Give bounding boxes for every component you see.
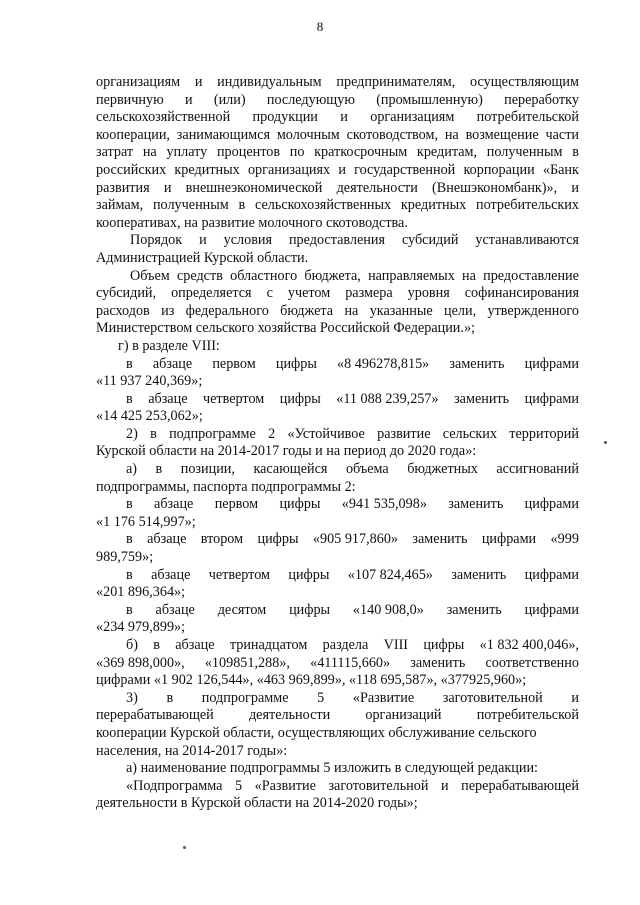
word: федерального <box>185 302 269 319</box>
word: «8 496278,815» <box>337 355 430 372</box>
word: десятом <box>217 601 267 618</box>
word: сельскохозяйственных <box>255 197 392 214</box>
word: подпрограмме <box>169 425 256 442</box>
word: субсидий, <box>96 285 157 302</box>
word: абзаце <box>155 601 195 618</box>
word: б) <box>126 637 138 653</box>
word: российских <box>96 161 167 178</box>
text-line <box>96 356 579 374</box>
line-text: Администрацией Курской области. <box>96 249 309 266</box>
word: в <box>238 197 246 214</box>
text-line <box>96 391 579 409</box>
word: уплату <box>166 144 208 161</box>
word: по <box>289 144 305 161</box>
word: цифрами <box>524 496 579 513</box>
word: цифры <box>289 601 331 618</box>
text-line <box>96 285 579 303</box>
word: 5 <box>234 777 243 794</box>
word: краткосрочным <box>314 144 408 161</box>
word: VIII <box>383 637 409 653</box>
word: корпорации <box>463 161 535 178</box>
line-text: «234 979,899»; <box>96 619 186 636</box>
line-text: «1 176 514,997»; <box>96 513 196 530</box>
word: «Развитие <box>254 777 316 794</box>
line-text: Курской области на 2014-2017 годы и на период до 2020 года»: <box>96 443 477 460</box>
text-line <box>96 549 579 567</box>
word: цифрами <box>481 531 537 548</box>
text-line <box>96 795 579 813</box>
word: Порядок <box>130 232 183 249</box>
text-line <box>96 162 579 180</box>
word: 2 <box>268 425 276 442</box>
word: «Подпрограмма <box>126 777 223 794</box>
text-line <box>96 74 579 92</box>
word: заменить <box>412 531 468 548</box>
word: деятельности <box>336 179 418 196</box>
word: в <box>126 496 133 513</box>
word: организаций <box>365 707 442 724</box>
text-line <box>96 338 579 356</box>
word: 3) <box>126 689 138 706</box>
word: указанные <box>369 302 433 319</box>
word: четвертом <box>208 566 271 583</box>
text-line <box>96 655 579 673</box>
word: в <box>126 566 133 583</box>
word: части <box>545 126 579 143</box>
word: и <box>163 179 172 196</box>
text-line <box>96 619 579 637</box>
text-line <box>96 127 579 145</box>
word: полученным <box>486 144 563 161</box>
word: заготовительной <box>442 689 543 706</box>
word: (или) <box>213 91 246 108</box>
word: софинансирования <box>464 285 579 302</box>
word: определяется <box>171 285 252 302</box>
word: предпринимателям, <box>336 74 456 90</box>
word: «411115,660» <box>310 654 391 671</box>
word: займам, <box>96 197 144 214</box>
word: и <box>571 689 579 706</box>
word: «Банк <box>542 161 579 178</box>
text-line <box>96 250 579 268</box>
line-text: цифрами «1 902 126,544», «463 969,899», «118 695,587», «377925,960»; <box>96 672 527 689</box>
word: в <box>126 531 133 548</box>
scan-speck <box>604 441 607 444</box>
text-line <box>96 197 579 215</box>
text-line <box>96 672 579 690</box>
word: «Устойчивое <box>287 425 365 442</box>
text-line <box>96 637 579 655</box>
word: в <box>150 425 157 442</box>
word: сельскохозяйственной <box>96 109 231 126</box>
word: ассигнований <box>496 461 579 478</box>
text-line <box>96 743 579 761</box>
word: и <box>184 91 193 108</box>
word: деятельности <box>248 707 331 724</box>
text-line <box>96 461 579 479</box>
word: уровня <box>407 285 450 302</box>
word: бюджета, <box>304 267 361 284</box>
word: развитие <box>377 425 431 442</box>
text-line <box>96 584 579 602</box>
text-line <box>96 778 579 796</box>
word: 2) <box>126 425 138 442</box>
line-text: населения, на 2014-2017 годы»: <box>96 742 288 759</box>
word: субсидий <box>401 232 459 249</box>
text-line <box>96 531 579 549</box>
word: предоставления <box>288 232 385 249</box>
word: молочным <box>276 126 340 143</box>
word: подпрограмме <box>201 689 289 706</box>
word: перерабатывающей <box>461 777 579 794</box>
word: с <box>266 285 273 302</box>
word: заготовительной <box>328 777 429 794</box>
word: в <box>155 461 163 478</box>
word: «11 088 239,257» <box>336 390 439 407</box>
text-line <box>96 567 579 585</box>
line-text: «11 937 240,369»; <box>96 373 203 390</box>
word: первом <box>214 496 259 513</box>
word: а) <box>126 461 138 478</box>
text-line <box>96 268 579 286</box>
word: на <box>142 144 157 161</box>
word: заменить <box>448 496 504 513</box>
word: первом <box>212 355 256 372</box>
word: «369 898,000», <box>96 654 185 671</box>
text-line <box>96 373 579 391</box>
word: на <box>344 302 359 319</box>
text-line <box>96 180 579 198</box>
word: цели, <box>444 302 477 319</box>
word: абзаце <box>151 566 191 583</box>
word: «905 917,860» <box>312 531 399 548</box>
word: четвертом <box>202 390 265 407</box>
word: процентов <box>216 144 281 161</box>
word: (Внешэкономбанк)», <box>432 179 558 196</box>
line-text: кооперации Курской области, осуществляющих обслуживание сельского <box>96 724 537 741</box>
word: на <box>444 126 459 143</box>
word: внешнеэкономической <box>185 179 323 196</box>
word: Объем <box>130 267 170 284</box>
word: «1 832 400,046», <box>479 637 579 653</box>
document-body <box>96 74 579 813</box>
word: устанавливаются <box>475 232 579 249</box>
word: размера <box>345 285 393 302</box>
word: развития <box>96 179 150 196</box>
word: абзаце <box>147 531 187 548</box>
text-line <box>96 232 579 250</box>
text-line <box>96 320 579 338</box>
word: цифрами <box>524 390 579 407</box>
scan-speck <box>183 846 186 849</box>
word: на <box>462 267 476 284</box>
text-line <box>96 426 579 444</box>
word: кредитных <box>174 161 240 178</box>
word: абзаце <box>152 355 193 372</box>
line-text: г) в разделе VIII: <box>118 337 220 354</box>
word: и <box>338 161 346 178</box>
word: организациям <box>370 109 455 126</box>
text-line <box>96 303 579 321</box>
word: заменить <box>454 390 510 407</box>
text-line <box>96 479 579 497</box>
word: цифрами <box>524 601 579 618</box>
word: территорий <box>509 425 579 442</box>
word: утвержденного <box>487 302 579 319</box>
text-line <box>96 707 579 725</box>
word: скотоводством, <box>346 126 439 143</box>
word: учетом <box>287 285 331 302</box>
word: цифры <box>279 390 321 407</box>
word: бюджета <box>280 302 334 319</box>
word: организациях <box>247 161 331 178</box>
word: из <box>161 302 175 319</box>
word: расходов <box>96 302 150 319</box>
text-line <box>96 690 579 708</box>
word: и <box>199 232 207 249</box>
word: полученным <box>152 197 229 214</box>
word: цифрами <box>524 355 579 372</box>
word: затрат <box>96 144 134 161</box>
word: позиции, <box>180 461 235 478</box>
text-line <box>96 92 579 110</box>
word: «107 824,465» <box>347 566 433 583</box>
word: заменить <box>410 654 466 671</box>
word: заменить <box>451 566 507 583</box>
word: цифры <box>257 531 299 548</box>
word: цифры <box>288 566 330 583</box>
word: кооперации, <box>96 126 170 143</box>
word: «999 <box>550 531 579 548</box>
word: абзаце <box>175 637 215 653</box>
word: «Развитие <box>352 689 415 706</box>
text-line <box>96 144 579 162</box>
word: первичную <box>96 91 164 108</box>
word: соответственно <box>485 654 579 671</box>
word: заменить <box>446 601 502 618</box>
word: и <box>194 74 203 90</box>
word: областного <box>230 267 298 284</box>
line-text: «201 896,364»; <box>96 584 186 601</box>
text-line <box>96 514 579 532</box>
word: организациям <box>96 74 181 90</box>
text-line <box>96 109 579 127</box>
word: потребительских <box>476 197 579 214</box>
word: индивидуальным <box>217 74 322 90</box>
word: «941 535,098» <box>341 496 427 513</box>
word: продукции <box>252 109 318 126</box>
line-text: деятельности в Курской области на 2014-2020 годы»; <box>96 795 418 812</box>
word: «109851,288», <box>204 654 290 671</box>
word: направляемых <box>368 267 455 284</box>
word: в <box>126 390 133 407</box>
word: заменить <box>449 355 505 372</box>
text-line <box>96 215 579 233</box>
word: осуществляющим <box>470 74 579 90</box>
word: предоставление <box>483 267 579 284</box>
word: кредитных <box>400 197 467 214</box>
word: сельских <box>442 425 497 442</box>
word: в <box>126 355 133 372</box>
word: (промышленную) <box>376 91 483 108</box>
word: раздела <box>322 637 369 653</box>
line-text: Министерством сельского хозяйства Российской Федерации.»; <box>96 320 475 337</box>
word: в <box>572 144 579 161</box>
word: втором <box>200 531 244 548</box>
word: кредитам, <box>416 144 478 161</box>
word: цифры <box>275 355 317 372</box>
word: государственной <box>354 161 456 178</box>
text-line <box>96 602 579 620</box>
word: и <box>340 109 348 126</box>
word: условия <box>223 232 273 249</box>
word: средств <box>176 267 223 284</box>
word: и <box>571 179 579 196</box>
word: цифрами <box>524 566 579 583</box>
word: и <box>441 777 449 794</box>
word: возмещение <box>465 126 539 143</box>
text-line <box>96 725 579 743</box>
word: перерабатывающей <box>96 707 214 724</box>
word: потребительской <box>476 707 579 724</box>
word: тринадцатом <box>229 637 308 653</box>
word: абзаце <box>148 390 188 407</box>
word: в <box>153 637 160 653</box>
text-line <box>96 408 579 426</box>
line-text: «14 425 253,062»; <box>96 408 203 425</box>
word: бюджетных <box>407 461 478 478</box>
word: в <box>166 689 174 706</box>
line-text: а) наименование подпрограммы 5 изложить в следующей редакции: <box>126 760 538 777</box>
line-text: кооперативах, на развитие молочного скотоводства. <box>96 214 408 231</box>
line-text: подпрограммы, паспорта подпрограммы 2: <box>96 478 356 495</box>
word: в <box>126 601 133 618</box>
word: переработку <box>504 91 579 108</box>
text-line <box>96 443 579 461</box>
word: абзаце <box>154 496 194 513</box>
text-line <box>96 496 579 514</box>
word: объема <box>345 461 389 478</box>
word: занимающимся <box>176 126 270 143</box>
text-line <box>96 760 579 778</box>
word: цифры <box>423 637 465 653</box>
word: 5 <box>317 689 325 706</box>
page-number: 8 <box>316 19 324 34</box>
word: последующую <box>266 91 355 108</box>
line-text: 989,759»; <box>96 549 154 566</box>
word: потребительской <box>476 109 579 126</box>
word: касающейся <box>253 461 328 478</box>
word: цифры <box>279 496 321 513</box>
word: «140 908,0» <box>352 601 424 618</box>
